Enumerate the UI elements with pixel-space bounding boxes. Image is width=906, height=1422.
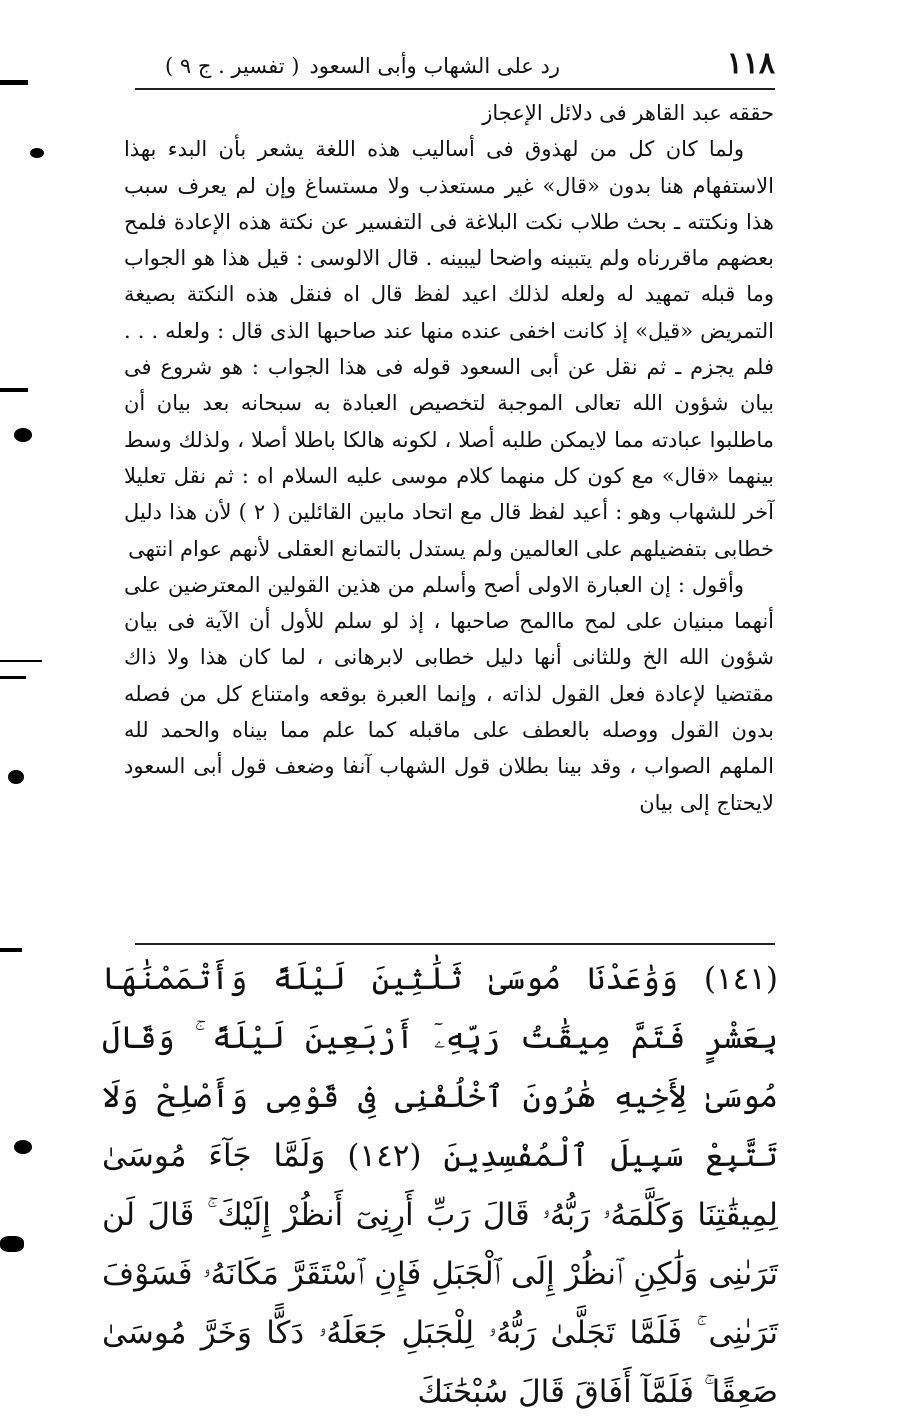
scan-mark [14,428,32,442]
scan-mark [8,770,24,784]
commentary-text [124,95,774,821]
page-header [135,46,775,86]
paragraph-2: ولما كان كل من لهذوق فى أساليب هذه اللغة يشعر بأن البدء بهذا الاستفهام هنا بدون «قال» غير مستعذب ولا مستساغ وإن لم يعرف سبب هذا ونكتته ـ بحث طلاب نكت البلاغة فى التفسير عن نكتة هذه الإعادة فلمح بعضهم ماقررناه ولم يتبينه واضحا ليبينه . قال الالوسى : قيل هذا هو الجواب وما قبله تمهيد له ولعله لذلك اعيد لفظ قال اه فنقل هذه النكتة بصيغة التمريض «قيل» إذ كانت اخفى عنده منها عند صاحبها الذى قال : ولعله . . . فلم يجزم ـ ثم نقل عن أبى السعود قوله فى هذا الجواب : هو شروع فى بيان شؤون الله تعالى الموجبة لتخصيص العبادة به سبحانه بعد بيان أن ماطلبوا عبادته مما لايمكن طلبه أصلا ، لكونه هالكا باطلا أصلا ، ولذلك وسط بينهما «قال» مع كون كل منهما كلام موسى عليه السلام اه : ثم نقل تعليلا آخر للشهاب وهو : أعيد لفظ قال مع اتحاد مابين القائلين ( ٢ ) لأن هذا دليل خطابى بتفضيلهم على العالمين ولم يستدل بالتمانع العقلى لأنهم عوام انتهى [124,137,774,561]
scan-mark [0,660,42,662]
header-rule [135,88,775,90]
running-title: رد على الشهاب وأبى السعود [309,54,560,78]
page-number: ١١٨ [726,46,775,81]
scan-mark [0,388,28,392]
quran-text: (١٤١) وَوَٰعَدْنَا مُوسَىٰ ثَلَٰثِينَ لَيْلَةً وَأَتْمَمْنَٰهَا بِعَشْرٍ فَتَمَّ مِيقَٰتُ رَبِّهِۦٓ أَرْبَعِينَ لَيْلَةً ۚ وَقَالَ مُوسَىٰ لِأَخِيهِ هَٰرُونَ ٱخْلُفْنِى فِى قَوْمِى وَأَصْلِحْ وَلَا تَتَّبِعْ سَبِيلَ ٱلْمُفْسِدِينَ (١٤٢) وَلَمَّا جَآءَ مُوسَىٰ لِمِيقَٰتِنَا وَكَلَّمَهُۥ رَبُّهُۥ قَالَ رَبِّ أَرِنِىٓ أَنظُرْ إِلَيْكَ ۚ قَالَ لَن تَرَىٰنِى وَلَٰكِنِ ٱنظُرْ إِلَى ٱلْجَبَلِ فَإِنِ ٱسْتَقَرَّ مَكَانَهُۥ فَسَوْفَ تَرَىٰنِى ۚ فَلَمَّا تَجَلَّىٰ رَبُّهُۥ لِلْجَبَلِ جَعَلَهُۥ دَكًّا وَخَرَّ مُوسَىٰ صَعِقًا ۚ فَلَمَّآ أَفَاقَ قَالَ سُبْحَٰنَكَ [102,961,779,1410]
paragraph-3: وأقول : إن العبارة الاولى أصح وأسلم من هذين القولين المعترضين على أنهما مبنيان على لمح ماالمح صاحبها ، إذ لو سلم للأول أن الآية فى بيان شؤون الله الخ وللثانى أنها دليل خطابى لابرهانى ، لما كان هذا ولا ذاك مقتضيا لإعادة فعل القول لذاته ، وإنما العبرة بوقعه وامتناع كل من فصله بدون القول ووصله بالعطف على ماقبله كما علم مما بيناه والحمد لله الملهم الصواب ، وقد بينا بطلان قول الشهاب آنفا وضعف قول أبى السعود لايحتاج إلى بيان [124,572,774,815]
paragraph-1: حققه عبد القاهر فى دلائل الإعجاز [482,101,774,125]
scan-mark [0,948,22,952]
scan-mark [0,1236,24,1252]
quran-separator-rule [135,943,775,945]
quran-verses [102,950,779,1410]
scan-mark [0,80,28,85]
scan-mark [14,1140,32,1154]
section-label: ( تفسير . ج ٩ ) [165,54,300,78]
scan-mark [0,676,26,679]
scan-mark [30,148,44,158]
